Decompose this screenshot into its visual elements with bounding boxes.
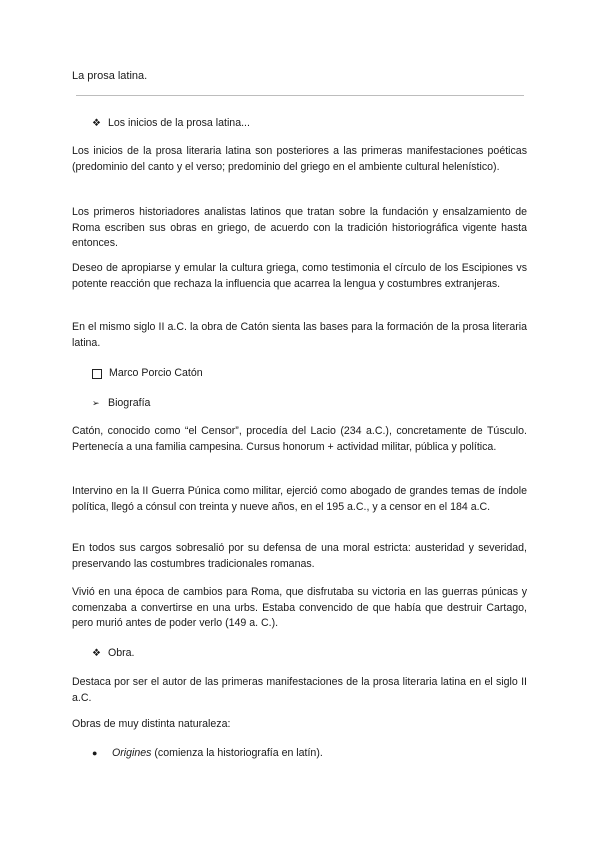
diamond-bullet-icon: ❖ — [92, 118, 101, 129]
paragraph-censor: Catón, conocido como “el Censor”, procedía del Lacio (234 a.C.), concretamente de Túsculo. Pertenecía a una familia campesina. Cursus honorum + actividad militar, pública y política. — [72, 425, 527, 453]
subsection-heading-text: Biografía — [108, 397, 151, 409]
checkbox-icon — [92, 369, 102, 379]
section-heading-obra — [92, 646, 135, 661]
section-heading-text: Los inicios de la prosa latina... — [108, 117, 250, 129]
arrow-bullet-icon: ➢ — [92, 398, 100, 408]
paragraph-epoca: Vivió en una época de cambios para Roma, que disfrutaba su victoria en las guerras púnicas y comenzaba a convertirse en una urbs. Estaba convencido de que había que destruir Cartago, pero murió antes de poder verlo (149 a. C.). — [72, 586, 527, 629]
paragraph-caton: En el mismo siglo II a.C. la obra de Catón sienta las bases para la formación de la prosa literaria latina. — [72, 321, 527, 349]
list-item-text — [112, 746, 323, 761]
checkbox-item-label: Marco Porcio Catón — [109, 367, 203, 379]
checkbox-item-marco — [92, 366, 203, 381]
diamond-bullet-icon: ❖ — [92, 648, 101, 659]
section-heading-inicios — [92, 116, 250, 131]
document-title: La prosa latina. — [72, 70, 148, 82]
paragraph-guerra: Intervino en la II Guerra Púnica como militar, ejerció como abogado de grandes temas de índole política, llegó a cónsul con treinta y nueve años, en el 195 a.C., y a censor en el 184 a.C. — [72, 485, 527, 513]
section-heading-text: Obra. — [108, 647, 135, 659]
paragraph-cargos: En todos sus cargos sobresalió por su defensa de una moral estricta: austeridad y severidad, preservando las costumbres tradicionales romanas. — [72, 542, 527, 570]
work-title: Origines — [112, 747, 152, 759]
paragraph-obras: Obras de muy distinta naturaleza: — [72, 718, 231, 730]
paragraph-deseo: Deseo de apropiarse y emular la cultura griega, como testimonia el círculo de los Escipiones vs potente reacción que rechaza la influencia que acarrea la lengua y costumbres extranjeras. — [72, 262, 527, 290]
horizontal-rule — [76, 95, 524, 96]
work-description: (comienza la historiografía en latín). — [151, 747, 323, 759]
paragraph-historiadores: Los primeros historiadores analistas latinos que tratan sobre la fundación y ensalzamiento de Roma escriben sus obras en griego, de acuerdo con la tradición historiográfica vigente hasta entonces. — [72, 206, 527, 249]
paragraph-inicios: Los inicios de la prosa literaria latina son posteriores a las primeras manifestaciones poéticas (predominio del canto y el verso; predominio del griego en el ambiente cultural helenístico). — [72, 145, 527, 173]
subsection-heading-biografia — [92, 396, 150, 411]
list-item-origines — [92, 746, 323, 761]
bullet-icon: ● — [92, 748, 98, 758]
paragraph-destaca: Destaca por ser el autor de las primeras manifestaciones de la prosa literaria latina en el siglo II a.C. — [72, 676, 527, 704]
